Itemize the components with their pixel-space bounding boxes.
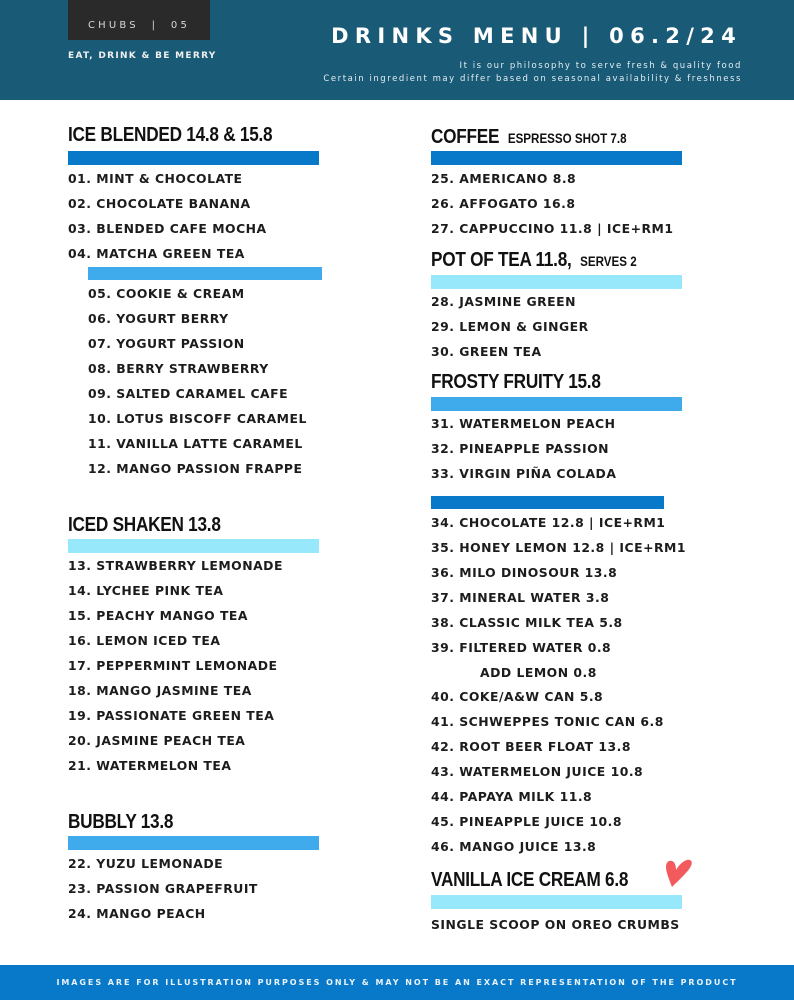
- menu-item: 02. CHOCOLATE BANANA: [68, 196, 251, 211]
- menu-item: 12. MANGO PASSION FRAPPE: [88, 461, 303, 476]
- menu-item: 31. WATERMELON PEACH: [431, 416, 616, 431]
- section-title-coffee-label: COFFEE: [431, 126, 500, 148]
- subtitle-philosophy: It is our philosophy to serve fresh & quality food: [459, 61, 742, 71]
- menu-item: 43. WATERMELON JUICE 10.8: [431, 764, 644, 779]
- ice-cream-note: SINGLE SCOOP ON OREO CRUMBS: [431, 917, 680, 932]
- menu-item: 25. AMERICANO 8.8: [431, 171, 577, 186]
- menu-item: 14. LYCHEE PINK TEA: [68, 583, 224, 598]
- menu-item: 22. YUZU LEMONADE: [68, 856, 224, 871]
- menu-item: 10. LOTUS BISCOFF CARAMEL: [88, 411, 307, 426]
- menu-item: 05. COOKIE & CREAM: [88, 286, 245, 301]
- section-title-ice-blended: ICE BLENDED 14.8 & 15.8: [68, 124, 273, 146]
- menu-item: 41. SCHWEPPES TONIC CAN 6.8: [431, 714, 664, 729]
- menu-item: 34. CHOCOLATE 12.8 | ICE+RM1: [431, 515, 666, 530]
- menu-item: 11. VANILLA LATTE CARAMEL: [88, 436, 303, 451]
- brand-box: [68, 0, 210, 40]
- menu-item: 46. MANGO JUICE 13.8: [431, 839, 597, 854]
- menu-item: 16. LEMON ICED TEA: [68, 633, 221, 648]
- section-title-bubbly: BUBBLY 13.8: [68, 811, 174, 833]
- section-title-coffee: [431, 126, 627, 149]
- menu-item: 07. YOGURT PASSION: [88, 336, 245, 351]
- section-title-pot-of-tea: [431, 249, 637, 272]
- section-bar-bubbly: [68, 836, 319, 850]
- footer-banner: [0, 965, 794, 1000]
- menu-item-addon: ADD LEMON 0.8: [480, 665, 597, 680]
- menu-item: 15. PEACHY MANGO TEA: [68, 608, 248, 623]
- menu-item: 21. WATERMELON TEA: [68, 758, 232, 773]
- section-bar-coffee: [431, 151, 682, 165]
- espresso-shot-price: ESPRESSO SHOT 7.8: [507, 131, 627, 146]
- menu-item: 29. LEMON & GINGER: [431, 319, 589, 334]
- menu-item: 06. YOGURT BERRY: [88, 311, 229, 326]
- menu-item: 45. PINEAPPLE JUICE 10.8: [431, 814, 622, 829]
- menu-item: 39. FILTERED WATER 0.8: [431, 640, 612, 655]
- section-bar-others: [431, 496, 664, 509]
- section-title-frosty-fruity: FROSTY FRUITY 15.8: [431, 371, 601, 393]
- menu-item: 17. PEPPERMINT LEMONADE: [68, 658, 278, 673]
- menu-item: 24. MANGO PEACH: [68, 906, 206, 921]
- subtitle-disclaimer: Certain ingredient may differ based on seasonal availability & freshness: [323, 74, 742, 84]
- section-bar-pot-of-tea: [431, 275, 682, 289]
- menu-item: 32. PINEAPPLE PASSION: [431, 441, 610, 456]
- menu-item: 44. PAPAYA MILK 11.8: [431, 789, 593, 804]
- section-bar-vanilla-ice-cream: [431, 895, 682, 909]
- menu-item: 08. BERRY STRAWBERRY: [88, 361, 269, 376]
- section-title-pot-of-tea-label: POT OF TEA 11.8,: [431, 249, 572, 271]
- menu-item: 28. JASMINE GREEN: [431, 294, 576, 309]
- tagline: EAT, DRINK & BE MERRY: [68, 51, 217, 61]
- menu-item: 19. PASSIONATE GREEN TEA: [68, 708, 275, 723]
- subsection-bar-ice-blended: [88, 267, 322, 280]
- section-bar-iced-shaken: [68, 539, 319, 553]
- section-bar-ice-blended: [68, 151, 319, 165]
- menu-item: 27. CAPPUCCINO 11.8 | ICE+RM1: [431, 221, 674, 236]
- section-title-vanilla-ice-cream: VANILLA ICE CREAM 6.8: [431, 869, 629, 891]
- menu-item: 13. STRAWBERRY LEMONADE: [68, 558, 283, 573]
- menu-item: 26. AFFOGATO 16.8: [431, 196, 576, 211]
- menu-item: 09. SALTED CARAMEL CAFE: [88, 386, 289, 401]
- menu-item: 40. COKE/A&W CAN 5.8: [431, 689, 604, 704]
- menu-item: 42. ROOT BEER FLOAT 13.8: [431, 739, 631, 754]
- menu-item: 23. PASSION GRAPEFRUIT: [68, 881, 258, 896]
- serves-note: SERVES 2: [580, 254, 637, 269]
- menu-item: 35. HONEY LEMON 12.8 | ICE+RM1: [431, 540, 686, 555]
- menu-item: 37. MINERAL WATER 3.8: [431, 590, 610, 605]
- brand-name: CHUBS | 05: [87, 20, 191, 31]
- menu-item: 20. JASMINE PEACH TEA: [68, 733, 246, 748]
- heart-icon: [664, 857, 694, 891]
- section-bar-frosty-fruity: [431, 397, 682, 411]
- menu-item: 30. GREEN TEA: [431, 344, 542, 359]
- menu-item: 18. MANGO JASMINE TEA: [68, 683, 252, 698]
- menu-item: 03. BLENDED CAFE MOCHA: [68, 221, 267, 236]
- menu-item: 33. VIRGIN PIÑA COLADA: [431, 466, 617, 481]
- header-banner: [0, 0, 794, 100]
- section-title-iced-shaken: ICED SHAKEN 13.8: [68, 514, 221, 536]
- menu-item: 01. MINT & CHOCOLATE: [68, 171, 243, 186]
- menu-item: 04. MATCHA GREEN TEA: [68, 246, 245, 261]
- menu-item: 36. MILO DINOSOUR 13.8: [431, 565, 618, 580]
- page-title: DRINKS MENU | 06.2/24: [331, 24, 742, 48]
- footer-disclaimer: IMAGES ARE FOR ILLUSTRATION PURPOSES ONLY & MAY NOT BE AN EXACT REPRESENTATION OF THE PRODUCT: [56, 978, 738, 987]
- menu-item: 38. CLASSIC MILK TEA 5.8: [431, 615, 623, 630]
